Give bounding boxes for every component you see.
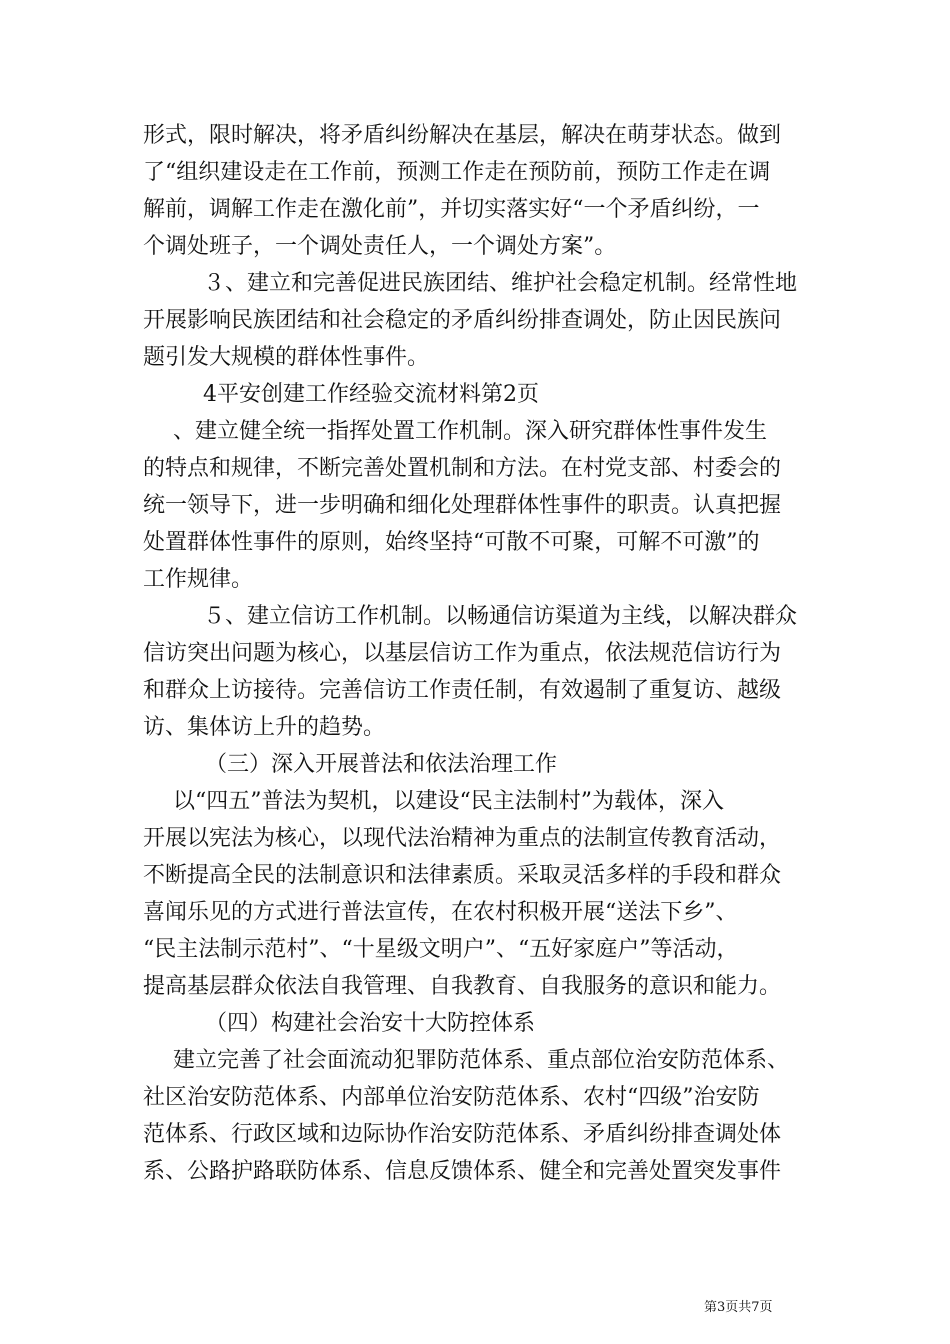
text-line: 不断提高全民的法制意识和法律素质。采取灵活多样的手段和群众	[143, 863, 782, 888]
text-line: 提高基层群众依法自我管理、自我教育、自我服务的意识和能力。	[143, 974, 782, 999]
text-line: 喜闻乐见的方式进行普法宣传，在农村积极开展“送法下乡”、	[143, 900, 738, 925]
text-line: 系、公路护路联防体系、信息反馈体系、健全和完善处置突发事件	[143, 1159, 782, 1184]
text-line: 范体系、行政区域和边际协作治安防范体系、矛盾纠纷排查调处体	[143, 1122, 782, 1147]
text-line: 处置群体性事件的原则，始终坚持“可散不可聚，可解不可激”的	[143, 530, 760, 555]
text-line: ３、建立和完善促进民族团结、维护社会稳定机制。经常性地	[203, 271, 798, 296]
text-line: 个调处班子，一个调处责任人，一个调处方案”。	[143, 234, 617, 259]
text-line: 工作规律。	[143, 567, 254, 592]
section-heading: （四）构建社会治安十大防控体系	[205, 1011, 536, 1036]
text-line: 信访突出问题为核心，以基层信访工作为重点，依法规范信访行为	[143, 641, 782, 666]
text-line: 开展影响民族团结和社会稳定的矛盾纠纷排查调处，防止因民族问	[143, 308, 782, 333]
text-line: 形式，限时解决，将矛盾纠纷解决在基层，解决在萌芽状态。做到	[143, 123, 782, 148]
text-line: 了“组织建设走在工作前，预测工作走在预防前，预防工作走在调	[143, 160, 771, 185]
text-line: 开展以宪法为核心，以现代法治精神为重点的法制宣传教育活动，	[143, 826, 782, 851]
text-line: 访、集体访上升的趋势。	[143, 715, 386, 740]
text-line: 题引发大规模的群体性事件。	[143, 345, 430, 370]
section-heading: （三）深入开展普法和依法治理工作	[205, 752, 558, 777]
text-line: 解前，调解工作走在激化前”，并切实落实好“一个矛盾纠纷，一	[143, 197, 760, 222]
text-line: 、建立健全统一指挥处置工作机制。深入研究群体性事件发生	[173, 419, 768, 444]
body-text	[143, 117, 813, 1190]
text-line: 社区治安防范体系、内部单位治安防范体系、农村“四级”治安防	[143, 1085, 760, 1110]
page-number: 第3页共7页	[704, 1300, 773, 1315]
text-line: 建立完善了社会面流动犯罪防范体系、重点部位治安防范体系、	[173, 1048, 790, 1073]
text-line: 和群众上访接待。完善信访工作责任制，有效遏制了重复访、越级	[143, 678, 782, 703]
text-line: “民主法制示范村”、“十星级文明户”、“五好家庭户”等活动，	[143, 937, 739, 962]
text-line: 的特点和规律，不断完善处置机制和方法。在村党支部、村委会的	[143, 456, 782, 481]
page-ref-line: 4平安创建工作经验交流材料第2页	[203, 382, 539, 407]
text-line: 统一领导下，进一步明确和细化处理群体性事件的职责。认真把握	[143, 493, 782, 518]
text-line: 以“四五”普法为契机，以建设“民主法制村”为载体，深入	[173, 789, 724, 814]
text-line: ５、建立信访工作机制。以畅通信访渠道为主线，以解决群众	[203, 604, 798, 629]
